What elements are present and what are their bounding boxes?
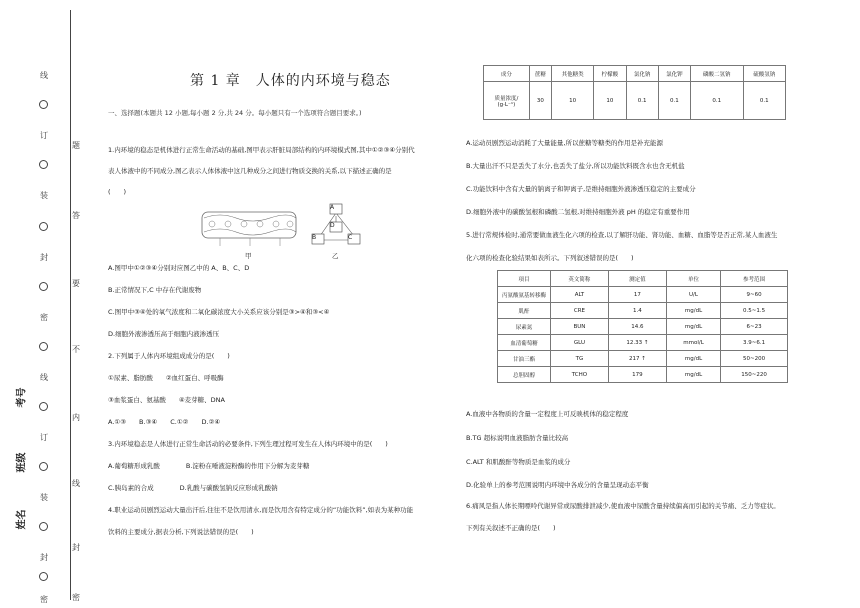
- table-cell: U/L: [666, 287, 720, 303]
- table-header-cell: 项目: [498, 271, 551, 287]
- q1-option-b: B.正常情况下,C 中存在代谢废物: [108, 286, 202, 294]
- table-row: [498, 287, 788, 303]
- binding-char: 订: [40, 131, 48, 140]
- table-cell: 总胆固醇: [498, 367, 551, 383]
- binding-char: 密: [40, 313, 48, 322]
- binding-line: [70, 10, 71, 600]
- q2-item2: ③血浆蛋白、氨基酸 ④麦芽糖、DNA: [108, 396, 225, 404]
- table-cell: 30: [529, 82, 551, 120]
- table-header-row: [498, 271, 788, 287]
- binding-inner-char: 内: [72, 413, 80, 422]
- node-a: A: [330, 204, 335, 211]
- q1-stem-line2: 表人体液中的不同成分,图乙表示人体体液中这几种成分之间进行物质交换的关系,以下描述正确的是: [108, 167, 392, 175]
- binding-circle: [39, 282, 48, 291]
- table-header-cell: 测定值: [608, 271, 666, 287]
- row-label-line1: 质量浓度/: [494, 95, 519, 102]
- table-cell: TCHO: [551, 367, 609, 383]
- page-title: 第 1 章 人体的内环境与稳态: [190, 73, 391, 89]
- liver-diagram: [200, 202, 300, 250]
- table-cell: GLU: [551, 335, 609, 351]
- q4-option-b: B.大量出汗不只是丢失了水分,也丢失了盐分,所以功能饮料既含水也含无机盐: [466, 162, 685, 170]
- q3-options-ab: A.葡萄糖形成乳酸 B.淀粉在唾液淀粉酶的作用下分解为麦芽糖: [108, 462, 310, 470]
- table-cell: 0.1: [691, 82, 744, 120]
- table-cell: 150~220: [721, 367, 788, 383]
- q2-stem: 2.下列属于人体内环境组成成分的是( ): [108, 352, 230, 360]
- q4-stem-line1: 4.职业运动员剧烈运动大量出汗后,往往不是饮用清水,而是饮用含有特定成分的“功能饮料”,如表为某种功能: [108, 506, 414, 514]
- binding-char: 封: [40, 253, 48, 262]
- binding-circle: [39, 100, 48, 109]
- class-field[interactable]: 班级: [16, 452, 28, 473]
- table-cell: mg/dL: [666, 303, 720, 319]
- q3-options-cd: C.胰岛素的合成 D.乳酸与碳酸氢钠反应形成乳酸钠: [108, 484, 278, 492]
- table-header-cell: 氯化钾: [658, 66, 690, 82]
- table-cell: 甘油三酯: [498, 351, 551, 367]
- binding-char: 线: [40, 71, 48, 80]
- table-header-cell: 蔗糖: [529, 66, 551, 82]
- binding-circle: [39, 522, 48, 531]
- table-row-label: [484, 82, 530, 120]
- q4-option-d: D.细胞外液中的碳酸氢根和磷酸二氢根,对维持细胞外液 pH 的稳定有重要作用: [466, 208, 690, 216]
- q4-option-a: A.运动员剧烈运动消耗了大量能量,所以蔗糖等糖类的作用是补充能源: [466, 139, 663, 147]
- table-cell: 0.1: [658, 82, 690, 120]
- drink-composition-table: [483, 65, 786, 120]
- table-cell: 14.6: [608, 319, 666, 335]
- exchange-diagram: [304, 202, 366, 250]
- table-cell: 1.4: [608, 303, 666, 319]
- table-header-cell: 成分: [484, 66, 530, 82]
- binding-char: 订: [40, 433, 48, 442]
- q5-option-d: D.化验单上的参考范围说明内环境中各成分的含量呈现动态平衡: [466, 481, 649, 489]
- binding-circle: [39, 462, 48, 471]
- binding-inner-char: 要: [72, 279, 80, 288]
- table-cell: 10: [551, 82, 593, 120]
- binding-circle: [39, 222, 48, 231]
- binding-inner-char: 封: [72, 543, 80, 552]
- node-d: D: [330, 222, 335, 229]
- table-cell: 6~23: [721, 319, 788, 335]
- table-header-cell: 硫酸氢钠: [743, 66, 785, 82]
- binding-inner-char: 线: [72, 479, 80, 488]
- table-cell: 12.33 ↑: [608, 335, 666, 351]
- binding-char: 线: [40, 373, 48, 382]
- table-cell: 丙氨酸氨基转移酶: [498, 287, 551, 303]
- blood-test-table: [497, 270, 788, 383]
- q6-stem-line1: 6.痛风是指人体长期嘌呤代谢异常或尿酸排泄减少,使血液中尿酸含量持续偏高而引起的关节痛、乏力等症状。: [466, 502, 780, 510]
- table-header-cell: 单位: [666, 271, 720, 287]
- table-cell: 3.9~6.1: [721, 335, 788, 351]
- table-cell: 血清葡萄糖: [498, 335, 551, 351]
- table-cell: mmol/L: [666, 335, 720, 351]
- binding-circle: [39, 342, 48, 351]
- binding-inner-char: 不: [72, 345, 80, 354]
- node-b: B: [312, 234, 317, 241]
- binding-inner-char: 密: [72, 593, 80, 602]
- section-heading: 一、选择题(本题共 12 小题,每小题 2 分,共 24 分。每小题只有一个选项符合题目要求。): [108, 109, 362, 117]
- table-cell: CRE: [551, 303, 609, 319]
- q2-options: A.①③ B.③④ C.①② D.②④: [108, 418, 221, 426]
- table-cell: ALT: [551, 287, 609, 303]
- table-header-cell: 氯化钠: [626, 66, 658, 82]
- binding-circle: [39, 402, 48, 411]
- q1-option-c: C.图甲中③④处的氧气浓度和二氧化碳浓度大小关系应该分别是③>④和③<④: [108, 308, 330, 316]
- binding-inner-char: 答: [72, 211, 80, 220]
- table-cell: mg/dL: [666, 351, 720, 367]
- node-c: C: [348, 234, 353, 241]
- table-header-cell: 柠檬酸: [594, 66, 626, 82]
- q5-option-a: A.血液中各物质的含量一定程度上可反映机体的稳定程度: [466, 410, 629, 418]
- table-cell: 尿素氮: [498, 319, 551, 335]
- table-cell: 9~60: [721, 287, 788, 303]
- table-row: [498, 335, 788, 351]
- table-header-cell: 参考范围: [721, 271, 788, 287]
- table-row: [484, 82, 786, 120]
- q5-option-c: C.ALT 和肌酸酐等物质是血浆的成分: [466, 458, 571, 466]
- q3-stem: 3.内环境稳态是人体进行正常生命活动的必要条件,下列生理过程可发生在人体内环境中的是( ): [108, 440, 388, 448]
- q1-stem-line1: 1.内环境的稳态是机体进行正常生命活动的基础,图甲表示肝脏局部结构的内环境模式图,其中①②③④分别代: [108, 146, 415, 154]
- table-cell: mg/dL: [666, 319, 720, 335]
- binding-char: 封: [40, 553, 48, 562]
- table-row: [498, 319, 788, 335]
- row-label-line2: (g·L⁻¹): [497, 101, 516, 108]
- table-cell: 17: [608, 287, 666, 303]
- table-row: [498, 351, 788, 367]
- q4-stem-line2: 饮料的主要成分,据表分析,下列说法错误的是( ): [108, 528, 254, 536]
- q1-paren: ( ): [108, 188, 127, 196]
- binding-margin: [0, 0, 90, 608]
- q6-stem-line2: 下列有关叙述不正确的是( ): [466, 524, 556, 532]
- table-header-cell: 磷酸二氢钠: [691, 66, 744, 82]
- table-cell: 10: [594, 82, 626, 120]
- table-cell: 0.1: [626, 82, 658, 120]
- table-cell: mg/dL: [666, 367, 720, 383]
- figure-label-yi: 乙: [332, 252, 339, 260]
- table-header-row: [484, 66, 786, 82]
- q5-stem-line1: 5.进行常规体检时,通常要做血液生化六项的检查,以了解肝功能、肾功能、血糖、血脂等是否正常,某人血液生: [466, 231, 778, 239]
- table-row: [498, 367, 788, 383]
- table-cell: BUN: [551, 319, 609, 335]
- q4-option-c: C.功能饮料中含有大量的钠离子和钾离子,是维持细胞外液渗透压稳定的主要成分: [466, 185, 696, 193]
- q1-option-a: A.图甲中①②③④分别对应图乙中的 A、B、C、D: [108, 264, 250, 272]
- table-cell: TG: [551, 351, 609, 367]
- binding-circle: [39, 572, 48, 581]
- binding-circle: [39, 160, 48, 169]
- q5-option-b: B.TG 超标说明血液脂肪含量比较高: [466, 434, 569, 442]
- q1-option-d: D.细胞外液渗透压高于细胞内液渗透压: [108, 330, 220, 338]
- binding-char: 装: [40, 493, 48, 502]
- table-header-cell: 其他糖类: [551, 66, 593, 82]
- q2-item1: ①尿素、脂肪酸 ②血红蛋白、呼吸酶: [108, 374, 224, 382]
- q5-stem-line2: 化六项的检查化验结果如表所示。下列叙述错误的是( ): [466, 254, 634, 262]
- name-field[interactable]: 姓名: [16, 509, 28, 530]
- table-cell: 179: [608, 367, 666, 383]
- table-cell: 0.5~1.5: [721, 303, 788, 319]
- table-cell: 50~200: [721, 351, 788, 367]
- table-header-cell: 英文简称: [551, 271, 609, 287]
- binding-char: 装: [40, 191, 48, 200]
- binding-char: 密: [40, 595, 48, 604]
- table-cell: 0.1: [743, 82, 785, 120]
- table-cell: 217 ↑: [608, 351, 666, 367]
- table-cell: 肌酐: [498, 303, 551, 319]
- figure-label-jia: 甲: [245, 252, 252, 260]
- binding-inner-char: 题: [72, 141, 80, 150]
- exam-number-field[interactable]: 考号: [16, 387, 28, 408]
- table-row: [498, 303, 788, 319]
